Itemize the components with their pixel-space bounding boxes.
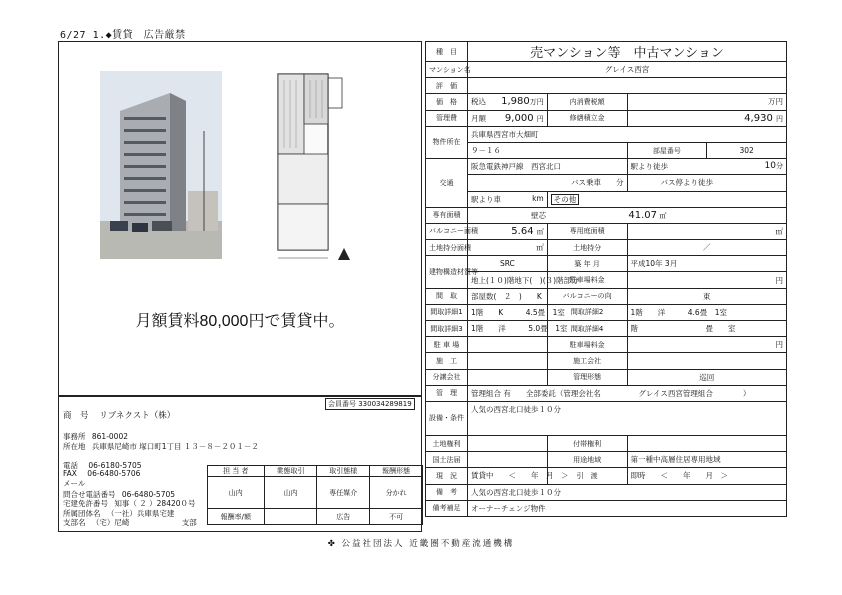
contact-header: 担 当 者 — [208, 466, 265, 477]
repair-fund-cell: 4,930 円 — [627, 110, 787, 126]
fee-label: 報酬率/額 — [208, 509, 265, 525]
fax-row: FAX 06-6480-5706 — [63, 469, 141, 478]
footer-org: ✤ 公益社団法人 近畿圏不動産流通機構 — [327, 539, 515, 549]
current-status: 賃貸中 ＜ 年 月 ＞ — [468, 468, 548, 484]
management: 管理組合 有 全部委託（管理会社名 グレイス西宮管理組合 ） — [468, 385, 787, 401]
floor-plan — [270, 68, 352, 268]
contact-value: 分かれ — [370, 477, 423, 509]
station: 阪急電鉄神戸線 西宮北口 — [468, 159, 628, 175]
inquiry-row: 問合せ電話番号 06-6480-5705 — [63, 490, 176, 499]
office-row: 事務所 861-0002 — [63, 432, 128, 441]
layout-detail-3: 1階 洋 5.0畳 1室 — [468, 321, 548, 337]
walk-cell: 駅より徒歩 10分 — [627, 159, 787, 175]
price-value: 1,980 — [501, 96, 530, 108]
mgmt-fee-cell: 月額 9,000 円 — [468, 110, 548, 126]
location-line1: 兵庫県西宮市大畑町 — [468, 126, 787, 142]
mgmt-fee-value: 9,000 — [504, 112, 534, 124]
management-type: 巡回 — [627, 369, 787, 385]
ad-label: 広告 — [317, 509, 370, 525]
contact-value: 山内 — [208, 477, 265, 509]
property-table: 種 目 売マンション等 中古マンション マンション名 グレイス西宮 評 価 価 格 税込 1,980万円 内消費税額 万円 管理費 月額 9,000 円 修繕積立金 4,930 円 物件所在 兵庫県西宮市大畑町 ９－１６ 部屋番号 302 交通 阪急電鉄神戸線 西宮北口 駅より徒歩 10分 バス乗車 分 バス停より徒歩 駅より車 km その他 専有面積 壁芯 41.07 ㎡ バルコニー面積 5.64 ㎡ 専用庭面積 ㎡ 土地持分面積 ㎡ 土地持分 ／ 建物構造材質等 SRC 築 年 月 平成10年 3月 地上(１０)階地下( )(３)階部分 駐車場料金 円 間 取 部屋数( ２ ) K バルコニーの向 東 間取詳細1 1階 K 4.5畳 1室 間取詳細2 1階 洋 4.6畳 1室 間取詳細3 1階 洋 5.0畳 1室 間取詳細4 階 畳 室 駐 車 場 駐車場料金 円 施 工 施工会社 分譲会社 管理形態 巡回 管 理 管理組合 有 全部委託（管理会社名 グレイス西宮管理組合 ） 設備・条件 人気の西宮北口徒歩１０分 土地権利 付帯権利 国土法届 用途地域 第一種中高層住居専用地域 現 況 賃貸中 ＜ 年 月 ＞ 引 渡 即時 ＜ 年 月 ＞ 備 考 人気の西宮北口徒歩１０分 備考補足 オーナーチェンジ物件 — [425, 41, 787, 517]
balcony-direction: 東 — [627, 288, 787, 304]
layout-detail-1: 1階 K 4.5畳 1室 — [468, 304, 548, 320]
floors: 地上(１０)階地下( )(３)階部分 — [468, 272, 548, 288]
building-photo — [100, 71, 222, 259]
ad-value: 不可 — [370, 509, 423, 525]
org-logo-icon: ✤ — [327, 539, 342, 549]
contact-header: 取引態様 — [317, 466, 370, 477]
document-header: 6/27 1.◆賃貸 広告厳禁 — [60, 30, 186, 41]
member-number: 会員番号 330034289819 — [325, 398, 415, 410]
zoning: 第一種中高層住居専用地域 — [627, 452, 787, 468]
structure: SRC — [468, 256, 548, 272]
address-row: 所在地 兵庫県尼崎市 塚口町1丁目 １３－８－２０１－２ — [63, 442, 259, 451]
property-type: 売マンション等 中古マンション — [468, 42, 787, 62]
trade-name-row — [63, 409, 175, 421]
contact-header: 報酬形態 — [370, 466, 423, 477]
assoc-row: 所属団体名 （一社）兵庫県宅建 — [63, 509, 175, 518]
tel-row: 電話 06-6180-5705 — [63, 461, 142, 470]
remarks-supplement: オーナーチェンジ物件 — [468, 500, 787, 516]
fee-value — [264, 509, 317, 525]
room-number: 302 — [707, 142, 787, 158]
contact-value: 山内 — [264, 477, 317, 509]
building-name: グレイス西宮 — [468, 62, 787, 78]
contact-header: 業態取引 — [264, 466, 317, 477]
rent-tagline: 月額賃料80,000円で賃貸中。 — [135, 313, 345, 330]
conditions: 人気の西宮北口徒歩１０分 — [468, 401, 787, 435]
area-cell: 壁芯 41.07 ㎡ — [468, 207, 787, 223]
built-date: 平成10年 3月 — [627, 256, 787, 272]
trade-label: 商 号 — [63, 411, 89, 421]
area-value: 41.07 — [628, 209, 658, 221]
contact-table — [207, 465, 423, 525]
walk-minutes: 10 — [764, 161, 776, 172]
balcony-area: 5.64 — [511, 225, 534, 237]
price-cell: 税込 1,980万円 — [468, 94, 548, 110]
trade-name: リブネクスト（株） — [99, 411, 176, 421]
remarks: 人気の西宮北口徒歩１０分 — [468, 484, 787, 500]
layout: 部屋数( ２ ) K — [468, 288, 548, 304]
layout-detail-4: 階 畳 室 — [627, 321, 787, 337]
contact-value: 専任媒介 — [317, 477, 370, 509]
company-box — [58, 396, 422, 532]
layout-detail-2: 1階 洋 4.6畳 1室 — [627, 304, 787, 320]
mail-row: メール — [63, 479, 86, 488]
location-line2: ９－１６ — [468, 142, 628, 158]
branch-row: 支部名 （宅）尼崎 支部 — [63, 518, 197, 527]
license-row: 宅建免許番号 知事（ ２ ）28420０号 — [63, 499, 196, 508]
delivery: 即時 ＜ 年 月 ＞ — [627, 468, 787, 484]
